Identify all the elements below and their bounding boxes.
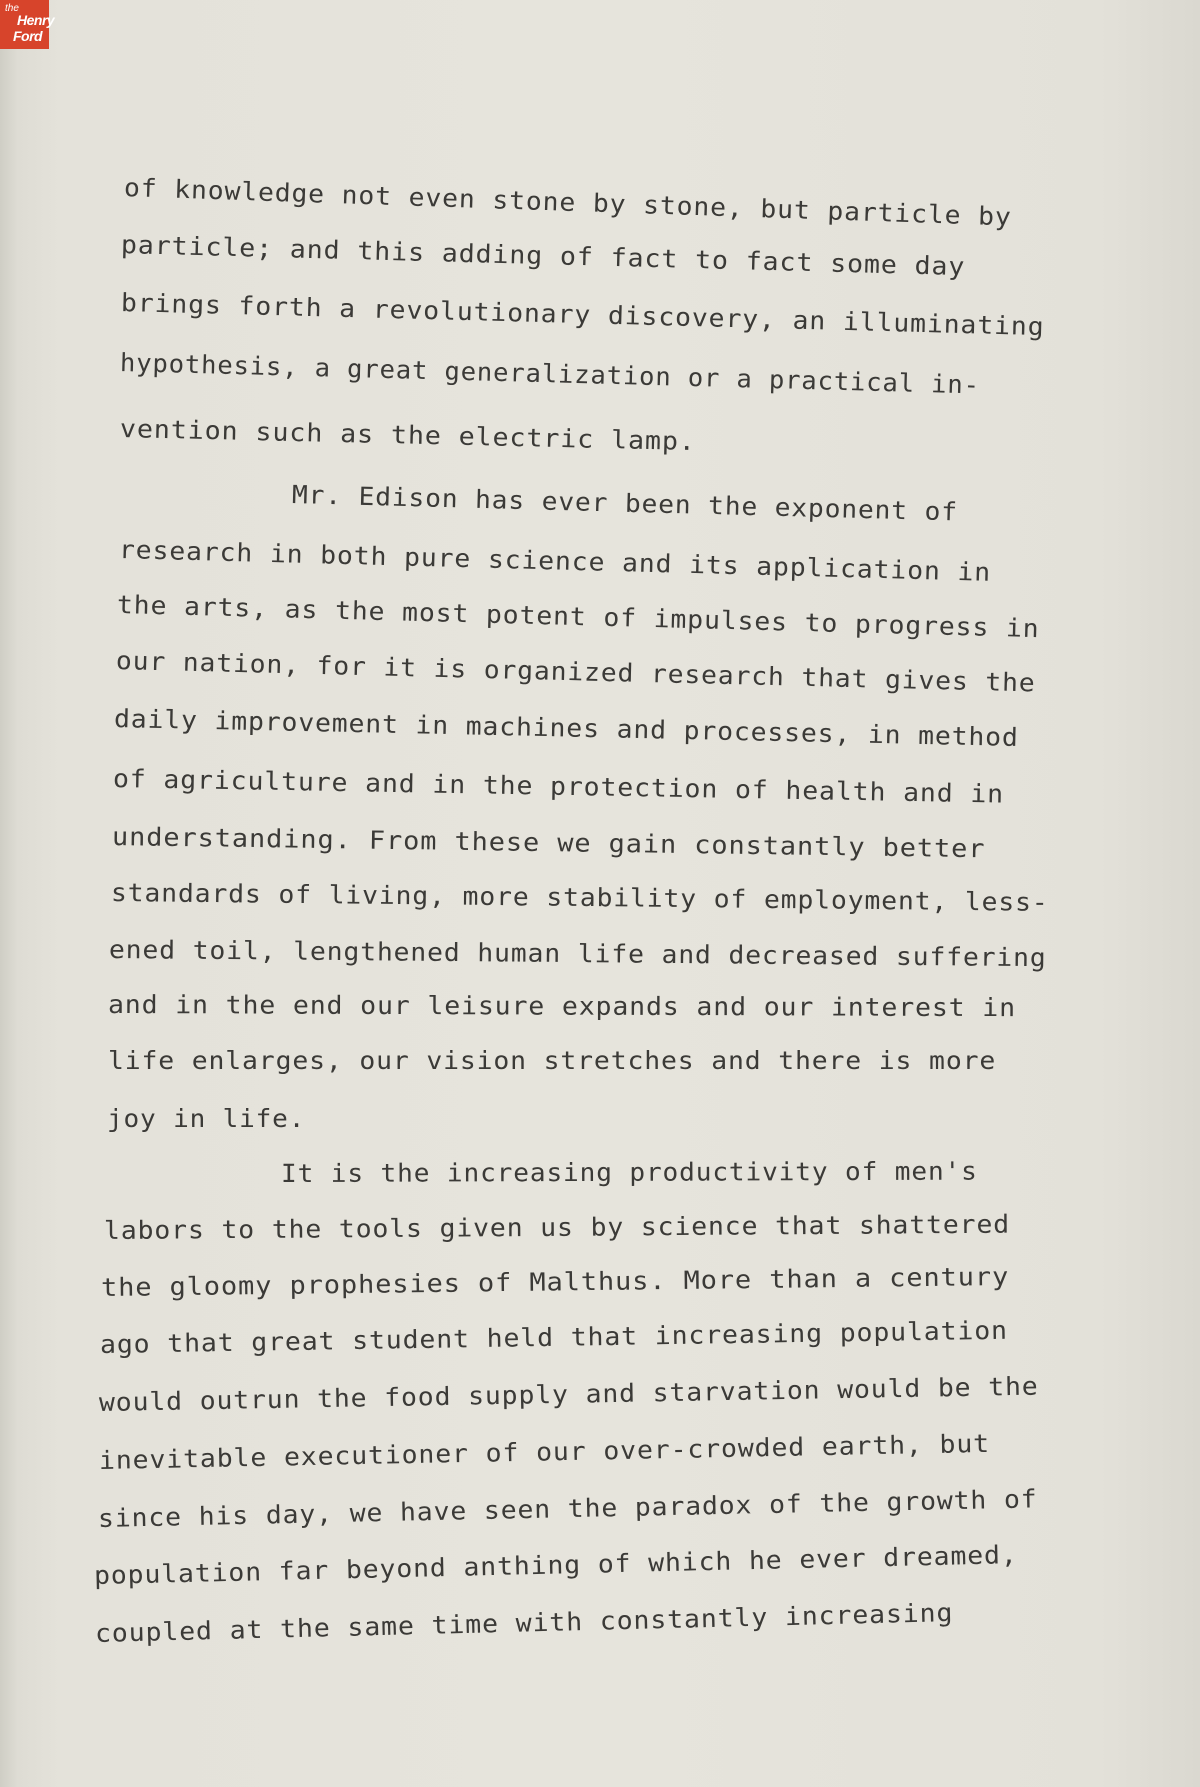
text-line: the gloomy prophesies of Malthus. More than a century xyxy=(100,1261,1010,1302)
text-line: standards of living, more stability of employment, less- xyxy=(110,878,1049,917)
text-line: joy in life. xyxy=(107,1104,306,1133)
text-line: brings forth a revolutionary discovery, an illuminating xyxy=(120,288,1045,342)
text-line: our nation, for it is organized research that gives the xyxy=(115,646,1036,698)
text-line: understanding. From these we gain constantly better xyxy=(111,822,986,864)
text-line: would outrun the food supply and starvation would be the xyxy=(98,1371,1039,1417)
text-line: vention such as the electric lamp. xyxy=(119,414,697,457)
text-line: since his day, we have seen the paradox of the growth of xyxy=(97,1484,1038,1533)
logo-text-the: the xyxy=(5,3,19,14)
text-line: coupled at the same time with constantly increasing xyxy=(94,1598,954,1648)
text-line: Mr. Edison has ever been the exponent of xyxy=(291,480,959,527)
text-line: hypothesis, a great generalization or a practical in- xyxy=(119,348,981,400)
text-line: and in the end our leisure expands and our interest in xyxy=(107,990,1016,1023)
text-line: population far beyond anthing of which he ever dreamed, xyxy=(93,1540,1018,1590)
text-line: ago that great student held that increasing population xyxy=(99,1315,1009,1359)
henry-ford-logo xyxy=(0,0,55,49)
text-line: labors to the tools given us by science that shattered xyxy=(103,1209,1011,1245)
text-line: of agriculture and in the protection of health and in xyxy=(112,764,1005,809)
logo-text-ford: Ford xyxy=(13,28,43,44)
text-line: inevitable executioner of our over-crowded earth, but xyxy=(98,1428,991,1475)
text-line: daily improvement in machines and processes, in method xyxy=(113,704,1020,752)
logo-text-henry: Henry xyxy=(17,12,55,28)
text-line: It is the increasing productivity of men's xyxy=(280,1156,978,1188)
text-line: of knowledge not even stone by stone, but particle by xyxy=(123,173,1013,232)
text-line: the arts, as the most potent of impulses to progress in xyxy=(116,590,1040,644)
text-line: research in both pure science and its application in xyxy=(118,535,992,587)
text-line: ened toil, lengthened human life and decreased suffering xyxy=(108,935,1047,973)
text-line: life enlarges, our vision stretches and there is more xyxy=(108,1046,997,1075)
text-line: particle; and this adding of fact to fact some day xyxy=(120,230,966,282)
